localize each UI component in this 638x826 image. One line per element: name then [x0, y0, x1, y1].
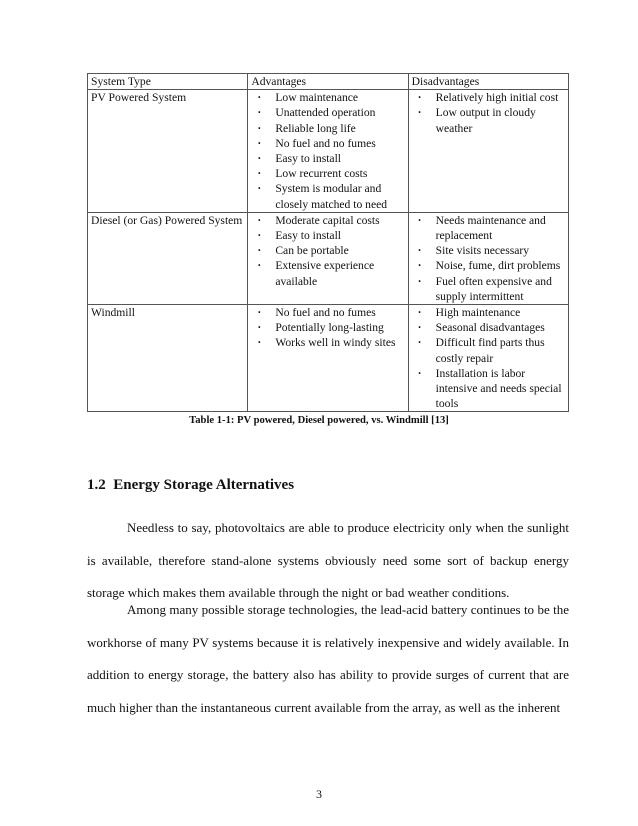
advantages-list [251, 213, 404, 289]
disadvantages-list [412, 90, 565, 136]
comparison-table [87, 73, 569, 412]
disadvantage-item: · Difficult find parts thus costly repair [412, 335, 565, 365]
disadvantage-item: · Fuel often expensive and supply intermittent [412, 274, 565, 304]
advantages-cell [248, 90, 408, 213]
table-caption: Table 1-1: PV powered, Diesel powered, vs. Windmill [13] [189, 415, 449, 426]
disadvantage-item: · Relatively high initial cost [412, 90, 565, 105]
advantage-item: · Low maintenance [251, 90, 404, 105]
disadvantage-item: · Seasonal disadvantages [412, 320, 565, 335]
advantage-item: · Moderate capital costs [251, 213, 404, 228]
disadvantages-list [412, 305, 565, 411]
advantages-list [251, 90, 404, 212]
advantage-item: · No fuel and no fumes [251, 136, 404, 151]
disadvantage-item: · High maintenance [412, 305, 565, 320]
advantages-cell [248, 212, 408, 304]
advantage-item: · Easy to install [251, 228, 404, 243]
paragraph [87, 594, 569, 724]
disadvantage-item: · Low output in cloudy weather [412, 105, 565, 135]
section-number: 1.2 [87, 477, 106, 493]
advantage-item: · Easy to install [251, 151, 404, 166]
disadvantage-item: · Noise, fume, dirt problems [412, 258, 565, 273]
advantage-item: · Works well in windy sites [251, 335, 404, 350]
disadvantages-list [412, 213, 565, 304]
table-row [88, 212, 569, 304]
disadvantages-cell [408, 212, 568, 304]
disadvantage-item: · Installation is labor intensive and needs special tools [412, 366, 565, 412]
page-number: 3 [316, 787, 322, 801]
section-title: Energy Storage Alternatives [113, 477, 295, 493]
disadvantage-item: · Needs maintenance and replacement [412, 213, 565, 243]
advantage-item: · System is modular and closely matched to need [251, 181, 404, 211]
disadvantage-item: · Site visits necessary [412, 243, 565, 258]
advantages-cell [248, 305, 408, 412]
section-heading [87, 477, 294, 494]
header-system-type: System Type [88, 74, 248, 90]
advantage-item: · Unattended operation [251, 105, 404, 120]
table-row [88, 90, 569, 213]
disadvantages-cell [408, 90, 568, 213]
advantage-item: · Low recurrent costs [251, 166, 404, 181]
table-header-row [88, 74, 569, 90]
table-row [88, 305, 569, 412]
header-disadvantages: Disadvantages [408, 74, 568, 90]
disadvantages-cell [408, 305, 568, 412]
advantage-item: · Extensive experience available [251, 258, 404, 288]
paragraph-text: Needless to say, photovoltaics are able to produce electricity only when the sunlight is available, therefore stand-alone systems obviously need some sort of backup energy storage which makes them available through the night or bad weather conditions. [87, 520, 569, 600]
header-advantages: Advantages [248, 74, 408, 90]
advantage-item: · Can be portable [251, 243, 404, 258]
paragraph-text: Among many possible storage technologies, the lead-acid battery continues to be the workhorse of many PV systems because it is relatively inexpensive and widely available. In addition to energy storage, the battery also has ability to provide surges of current that are much higher than the instantaneous current available from the array, as well as the inherent [87, 602, 569, 715]
advantage-item: · No fuel and no fumes [251, 305, 404, 320]
advantage-item: · Reliable long life [251, 121, 404, 136]
system-type-cell: PV Powered System [88, 90, 248, 213]
advantages-list [251, 305, 404, 351]
advantage-item: · Potentially long-lasting [251, 320, 404, 335]
system-type-cell: Windmill [88, 305, 248, 412]
system-type-cell: Diesel (or Gas) Powered System [88, 212, 248, 304]
